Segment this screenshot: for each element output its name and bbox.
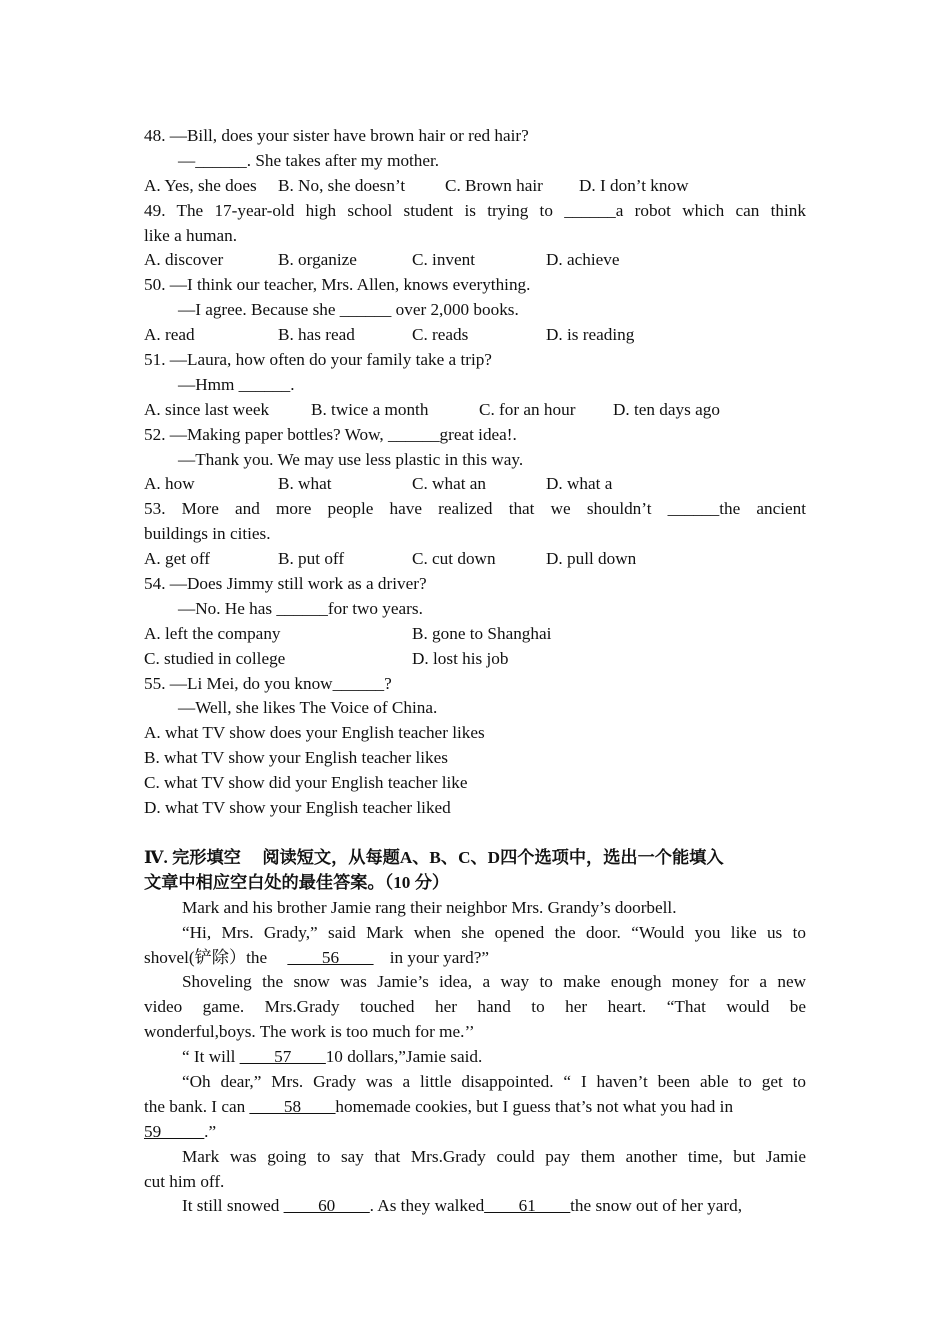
option-d: D. pull down [546, 549, 637, 569]
passage-p1: Mark and his brother Jamie rang their neighbor Mrs. Grandy’s doorbell. [182, 897, 677, 917]
option-d: D. lost his job [412, 648, 509, 668]
passage-p6-line1: Mark was going to say that Mrs.Grady could pay them another time, but Jamie [182, 1146, 806, 1166]
passage-p5-line2 [144, 1095, 806, 1120]
q50-stem: 50. —I think our teacher, Mrs. Allen, knows everything. [144, 275, 531, 295]
q55-stem: 55. —Li Mei, do you know______? [144, 673, 392, 693]
passage-p3-line2: video game. Mrs.Grady touched her hand to her heart. “That would be [144, 997, 806, 1017]
option-a: A. get off [144, 549, 211, 569]
passage-p3-line1: Shoveling the snow was Jamie’s idea, a way to make enough money for a new [182, 972, 806, 992]
passage-p4 [144, 1045, 806, 1070]
q51-reply: —Hmm ______. [178, 374, 295, 394]
passage-p2-line1: “Hi, Mrs. Grady,” said Mark when she opened the door. “Would you like us to [182, 922, 806, 942]
option-c: C. cut down [412, 549, 496, 569]
option-b: B. what TV show your English teacher likes [144, 748, 448, 768]
option-d: D. is reading [546, 325, 635, 345]
q50-reply: —I agree. Because she ______ over 2,000 books. [178, 300, 519, 320]
passage-p5-line1: “Oh dear,” Mrs. Grady was a little disappointed. “ I haven’t been able to get to [182, 1071, 806, 1091]
q54-options-ab [144, 622, 806, 647]
passage-p3-line3: wonderful,boys. The work is too much for me.’’ [144, 1022, 475, 1042]
section-heading-line2: 文章中相应空白处的最佳答案。（10 分） [144, 872, 450, 892]
q48-reply: —______. She takes after my mother. [178, 150, 440, 170]
option-c: C. invent [412, 250, 476, 270]
blank-57: ____57____ [239, 1047, 326, 1067]
option-d: D. I don’t know [579, 175, 689, 195]
option-a: A. Yes, she does [144, 175, 257, 195]
q52-reply: —Thank you. We may use less plastic in this way. [178, 449, 524, 469]
option-c: C. for an hour [479, 399, 576, 419]
passage-p6-line2: cut him off. [144, 1171, 225, 1191]
q51-options [144, 398, 806, 423]
text: “ It will [182, 1047, 240, 1067]
q48-options [144, 174, 806, 199]
option-b: B. gone to Shanghai [412, 623, 552, 643]
q54-stem: 54. —Does Jimmy still work as a driver? [144, 574, 427, 594]
option-c: C. studied in college [144, 648, 286, 668]
blank-58: ____58____ [249, 1096, 336, 1116]
option-b: B. twice a month [311, 399, 429, 419]
passage-p7 [144, 1194, 806, 1219]
q54-options-cd [144, 647, 806, 672]
blank-60: ____60____ [283, 1196, 370, 1216]
q53-options [144, 547, 806, 572]
text: in your yard?” [389, 947, 489, 967]
q49-options [144, 248, 806, 273]
text: 10 dollars,”Jamie said. [325, 1047, 483, 1067]
option-c: C. Brown hair [445, 175, 543, 195]
option-a: A. discover [144, 250, 224, 270]
option-b: B. No, she doesn’t [278, 175, 406, 195]
option-a: A. left the company [144, 623, 281, 643]
option-b: B. put off [278, 549, 345, 569]
option-c: C. what TV show did your English teacher like [144, 773, 468, 793]
q49-line1: 49. The 17-year-old high school student is trying to ______a robot which can think [144, 200, 806, 220]
q50-options [144, 323, 806, 348]
option-a: A. read [144, 325, 195, 345]
blank-56: ____56____ [287, 947, 374, 967]
option-d: D. ten days ago [613, 399, 720, 419]
option-a: A. how [144, 474, 195, 494]
text: the bank. I can [144, 1096, 250, 1116]
option-d: D. achieve [546, 250, 620, 270]
q55-reply: —Well, she likes The Voice of China. [178, 698, 438, 718]
option-b: B. has read [278, 325, 355, 345]
q48-stem: 48. —Bill, does your sister have brown hair or red hair? [144, 126, 529, 145]
q54-reply: —No. He has ______for two years. [178, 598, 423, 618]
text: .” [204, 1121, 217, 1141]
q52-stem: 52. —Making paper bottles? Wow, ______great idea!. [144, 424, 517, 444]
option-d: D. what TV show your English teacher liked [144, 798, 451, 818]
q53-line1: 53. More and more people have realized that we shouldn’t ______the ancient [144, 499, 806, 519]
section-gap [144, 821, 806, 846]
blank-61: ____61____ [484, 1196, 571, 1216]
q51-stem: 51. —Laura, how often do your family take a trip? [144, 350, 492, 370]
text: It still snowed [182, 1196, 284, 1216]
q52-options [144, 472, 806, 497]
passage-p2-line2 [144, 946, 806, 971]
text: shovel(铲除）the [144, 947, 268, 967]
exam-page [144, 124, 806, 1219]
option-b: B. what [278, 474, 332, 494]
option-a: A. since last week [144, 399, 270, 419]
blank-59: 59_____ [144, 1121, 205, 1141]
option-a: A. what TV show does your English teacher likes [144, 723, 485, 743]
text: homemade cookies, but I guess that’s not what you had in [335, 1096, 734, 1116]
option-b: B. organize [278, 250, 357, 270]
text: . As they walked [369, 1196, 485, 1216]
passage-p5-line3 [144, 1120, 806, 1145]
option-c: C. reads [412, 325, 469, 345]
option-d: D. what a [546, 474, 613, 494]
text: the snow out of her yard, [570, 1196, 742, 1216]
option-c: C. what an [412, 474, 486, 494]
q49-line2: like a human. [144, 225, 238, 245]
section-heading-line1: Ⅳ. 完形填空 阅读短文，从每题A、B、C、D四个选项中，选出一个能填入 [144, 847, 724, 867]
q53-line2: buildings in cities. [144, 524, 271, 544]
